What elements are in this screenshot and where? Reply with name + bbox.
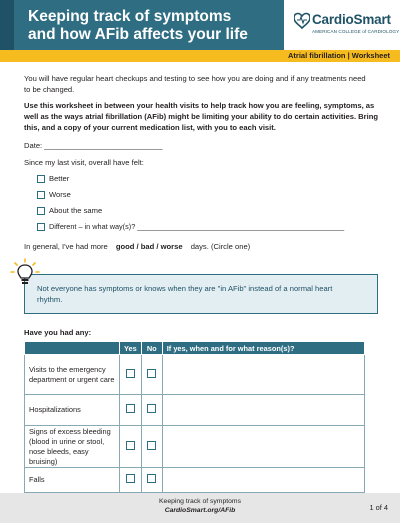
logo-subtitle: AMERICAN COLLEGE of CARDIOLOGY [312, 29, 400, 34]
table-row [25, 426, 365, 468]
callout-text: Not everyone has symptoms or knows when they are "in AFib" instead of a normal heart rhythm. [37, 284, 333, 304]
lightbulb-icon [10, 258, 40, 288]
table-row [25, 395, 365, 426]
no-checkbox[interactable] [147, 441, 156, 450]
row-label-falls: Falls [25, 468, 120, 493]
column-header-details: If yes, when and for what reason(s)? [162, 342, 364, 355]
footer-title: Keeping track of symptoms [159, 498, 241, 505]
page-number: 1 of 4 [369, 503, 388, 512]
worse-label: Worse [49, 190, 71, 199]
no-cell [141, 395, 162, 426]
different-checkbox[interactable] [37, 223, 45, 231]
felt-question: Since my last visit, overall have felt: [24, 158, 144, 167]
no-checkbox[interactable] [147, 404, 156, 413]
header-accent-bar [0, 0, 14, 50]
yes-checkbox[interactable] [126, 441, 135, 450]
logo-name: CardioSmart [312, 12, 391, 27]
general-days-prompt: In general, I've had more [24, 242, 108, 251]
section-tag: Atrial fibrillation | Worksheet [288, 51, 390, 60]
yes-cell [120, 426, 142, 468]
general-days-line [24, 241, 384, 252]
title-line-1: Keeping track of symptoms [28, 8, 232, 25]
footer-url[interactable]: CardioSmart.org/AFib [164, 507, 236, 514]
column-header-yes: Yes [120, 342, 142, 355]
page-title [28, 8, 278, 44]
details-cell[interactable] [162, 426, 364, 468]
no-cell [141, 355, 162, 395]
yes-cell [120, 468, 142, 493]
no-cell [141, 468, 162, 493]
row-label-emergency: Visits to the emergency department or urgent care [25, 355, 120, 395]
row-label-bleeding: Signs of excess bleeding (blood in urine or stool, nose bleeds, easy bruising) [25, 426, 120, 468]
yes-checkbox[interactable] [126, 404, 135, 413]
title-line-2: and how AFib affects your life [28, 26, 248, 43]
better-label: Better [49, 174, 70, 183]
good-bad-worse-choices[interactable]: good / bad / worse [115, 242, 183, 251]
details-cell[interactable] [162, 468, 364, 493]
callout-box [24, 274, 378, 314]
no-checkbox[interactable] [147, 369, 156, 378]
events-table [24, 341, 365, 493]
table-row [25, 468, 365, 493]
table-header-row [25, 342, 365, 355]
yes-checkbox[interactable] [126, 369, 135, 378]
yes-checkbox[interactable] [126, 474, 135, 483]
no-cell [141, 426, 162, 468]
row-label-hospitalizations: Hospitalizations [25, 395, 120, 426]
column-header-no: No [141, 342, 162, 355]
column-header-event [25, 342, 120, 355]
details-cell[interactable] [162, 395, 364, 426]
worse-checkbox[interactable] [37, 191, 45, 199]
page-footer [0, 493, 400, 523]
heart-logo-icon [294, 12, 310, 34]
better-checkbox[interactable] [37, 175, 45, 183]
date-field[interactable]: Date: ____________________________ [24, 141, 163, 150]
intro-paragraph: You will have regular heart checkups and testing to see how you are doing and if any treatments need to be changed. [24, 74, 366, 94]
instructions-paragraph: Use this worksheet in between your health visits to help track how you are feeling, symptoms, as well as the ways atrial fibrillation (AFib) might be limiting your ability to do certain activities. Bring this, and a copy of your current medication list, with you to each visit. [24, 101, 379, 132]
had-any-question: Have you had any: [24, 328, 92, 337]
yes-cell [120, 395, 142, 426]
table-row [25, 355, 365, 395]
no-checkbox[interactable] [147, 474, 156, 483]
cardiosmart-logo [294, 12, 400, 42]
yes-cell [120, 355, 142, 395]
section-tag-bar [0, 50, 400, 62]
page-header [0, 0, 400, 50]
different-label: Different – in what way(s)? ___________________________________________________ [49, 222, 345, 231]
about-same-checkbox[interactable] [37, 207, 45, 215]
general-days-instruction: days. (Circle one) [190, 242, 251, 251]
details-cell[interactable] [162, 355, 364, 395]
about-same-label: About the same [49, 206, 103, 215]
